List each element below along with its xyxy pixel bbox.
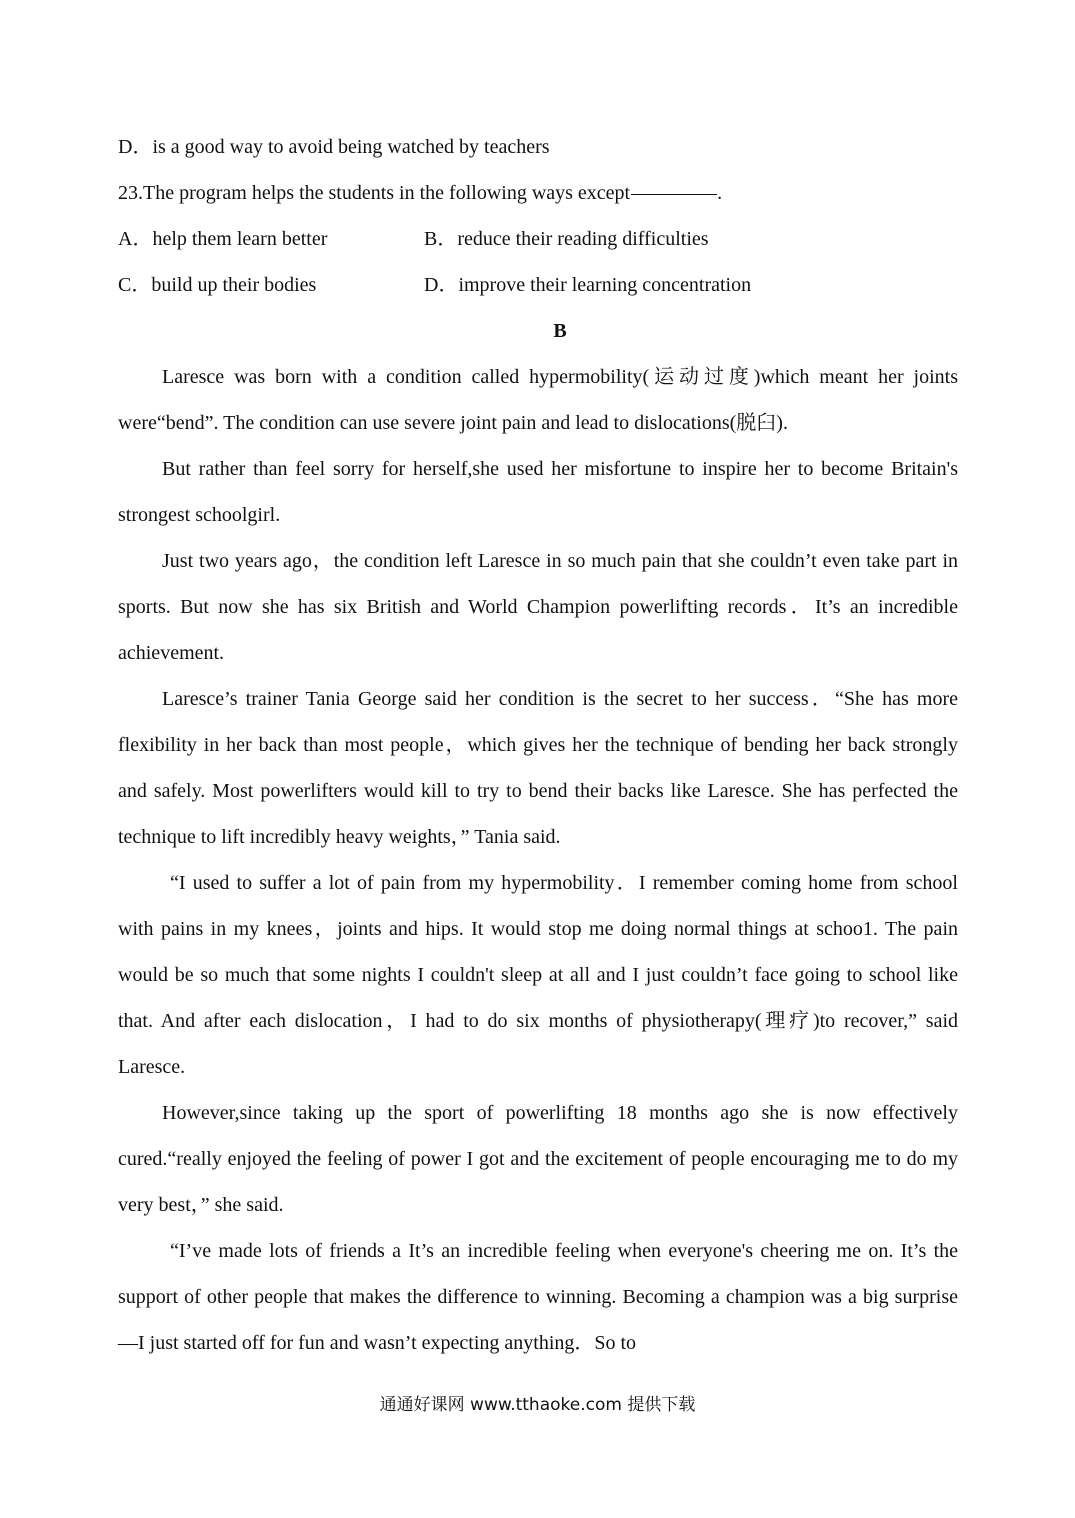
question-23-option-c: C．build up their bodies — [118, 274, 317, 296]
section-title: B — [553, 320, 567, 342]
question-23-stem-text: 23.The program helps the students in the following ways except — [118, 182, 631, 204]
question-23-options-row-1 — [118, 216, 958, 262]
page-footer: 通通好课网 www.tthaoke.com 提供下载 — [379, 1395, 696, 1415]
question-23-option-d: D．improve their learning concentration — [424, 274, 752, 296]
answer-blank — [631, 193, 717, 195]
paragraph-6: However,since taking up the sport of powerlifting 18 months ago she is now effectively cured.“really enjoyed the feeling of power I got and the excitement of people encouraging me to do my very best，” she said. — [118, 1102, 958, 1216]
question-23-stem-end: . — [717, 182, 723, 204]
question-23-stem — [118, 170, 958, 216]
document-page — [118, 124, 958, 1366]
paragraph-5: “I used to suffer a lot of pain from my hypermobility．I remember coming home from school with pains in my knees，joints and hips. It would stop me doing normal things at schoo1. The pain would be so much that some nights I couldn't sleep at all and I just couldn’t face going to school like that. And after each dislocation，I had to do six months of physiotherapy(理疗)to recover,” said Laresce. — [118, 872, 958, 1078]
paragraph-2: But rather than feel sorry for herself,she used her misfortune to inspire her to become Britain's strongest schoolgirl. — [118, 458, 958, 526]
question-22-option-d: D．is a good way to avoid being watched by teachers — [118, 136, 550, 158]
paragraph-7: “I’ve made lots of friends a It’s an incredible feeling when everyone's cheering me on. It’s the support of other people that makes the difference to winning. Becoming a champion was a big surprise—I just started off for fun and wasn’t expecting anything．So to — [118, 1240, 958, 1354]
paragraph-1: Laresce was born with a condition called hypermobility(运动过度)which meant her joints were“bend”. The condition can use severe joint pain and lead to dislocations(脱臼). — [118, 366, 958, 434]
question-23-option-b: B．reduce their reading difficulties — [424, 228, 709, 250]
question-23-options-row-2 — [118, 262, 958, 308]
paragraph-3: Just two years ago，the condition left Laresce in so much pain that she couldn’t even take part in sports. But now she has six British and World Champion powerlifting records．It’s an incredible achievement. — [118, 550, 958, 664]
question-23-option-a: A．help them learn better — [118, 228, 328, 250]
paragraph-4: Laresce’s trainer Tania George said her condition is the secret to her success．“She has more flexibility in her back than most people，which gives her the technique of bending her back strongly and safely. Most powerlifters would kill to try to bend their backs like Laresce. She has perfected the technique to lift incredibly heavy weights，” Tania said. — [118, 688, 958, 848]
